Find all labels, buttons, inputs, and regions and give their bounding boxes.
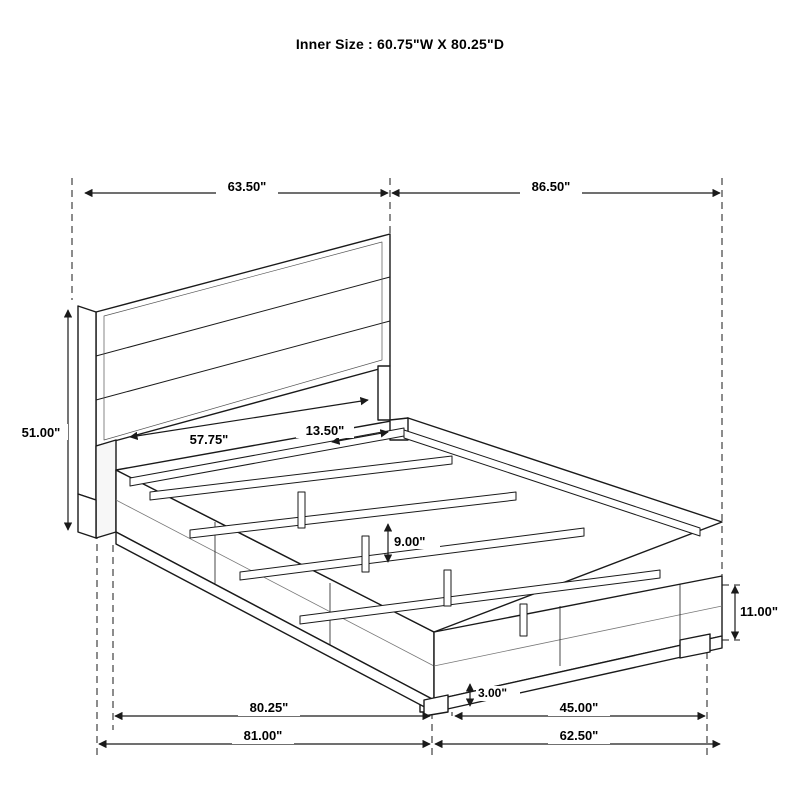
dim-deck-height: 3.00": [478, 686, 508, 700]
dim-bottom-right-outer: 62.50": [559, 728, 599, 743]
dim-headboard-inner-width: 57.75": [189, 432, 229, 447]
dim-bottom-left-outer: 81.00": [243, 728, 283, 743]
page-title: Inner Size : 60.75"W X 80.25"D: [295, 36, 505, 52]
dim-bottom-left-inner: 80.25": [249, 700, 289, 715]
dim-bottom-right-inner: 45.00": [559, 700, 599, 715]
dim-slat-height: 9.00": [394, 534, 426, 549]
dim-rail-height: 11.00": [740, 604, 778, 619]
bed-outline: [78, 234, 722, 716]
dim-top-right: 86.50": [531, 179, 571, 194]
dim-headboard-depth: 13.50": [305, 423, 345, 438]
dim-top-left: 63.50": [227, 179, 267, 194]
dim-left-height: 51.00": [21, 425, 61, 440]
